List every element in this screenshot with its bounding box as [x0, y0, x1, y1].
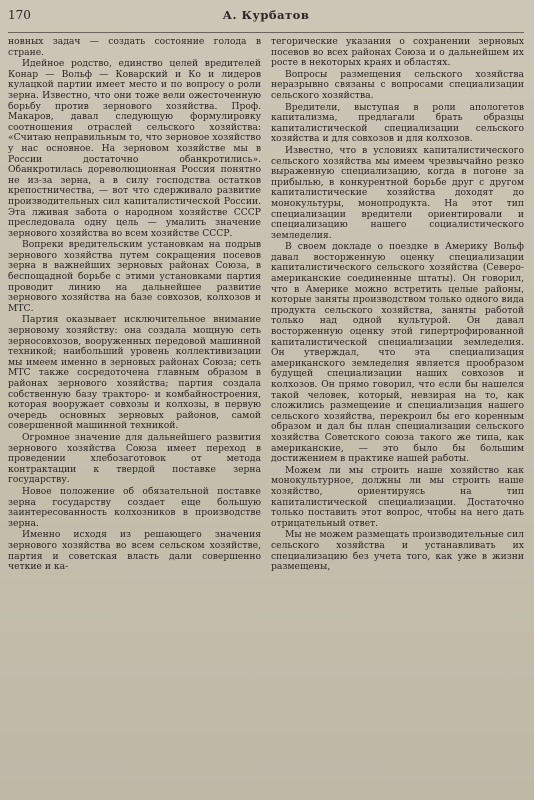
paragraph: Вопреки вредительским установкам на подрыв зернового хозяйства путем сокращения посевов зерна в важнейших зерновых районах Союза, в беспощадной борьбе с этими установками партия проводит линию на дальнейшее развитие зернового хозяйства на базе совхозов, колхозов и МТС. [8, 239, 261, 314]
paragraph: новных задач — создать состояние голода в стране. [8, 36, 261, 58]
paragraph: тегорические указания о сохранении зерновых посевов во всех районах Союза и о дальнейшем их росте в некоторых краях и областях. [271, 36, 524, 69]
page-number: 170 [8, 8, 31, 22]
right-column [271, 37, 524, 573]
paragraph: Идейное родство, единство целей вредителей Конар — Вольф — Коварский и Ко и лидеров кулацкой партии имеет место и по вопросу о роли зерна. Известно, что они тоже вели ожесточенную борьбу против зернового хозяйства. Проф. Макаров, давал следующую формулировку соотношения отраслей сельского хозяйства: «Считаю неправильным то, что зерновое хозяйство у нас основное. На зерновом хозяйстве мы в России достаточно обанкротились». Обанкротилась дореволюционная Россия понятно не из-за зерна, а в силу господства остатков крепостничества, — вот что сдерживало развитие производительных сил капиталистической России. Эта лживая забота о народном хозяйстве СССР преследовала одну цель — умалить значение зернового хозяйства во всем хозяйстве СССР. [8, 58, 261, 239]
paragraph: Именно исходя из решающего значения зернового хозяйства во всем сельском хозяйстве, партия и советская власть дали совершенно четкие и ка- [8, 529, 261, 573]
paragraph: Новое положение об обязательной поставке зерна государству создает еще большую заинтересованность колхозников в производстве зерна. [8, 485, 261, 529]
paragraph: Партия оказывает исключительное внимание зерновому хозяйству: она создала мощную сеть зерносовхозов, вооруженных передовой машинной техникой; наибольший уровень коллективизации мы имеем именно в зерновых районах Союза; сеть МТС также сосредоточена главным образом в районах зернового хозяйства; партия создала собственную базу тракторо- и комбайностроения, которая вооружает совхозы и колхозы, в первую очередь основных зерновых районов, самой совершенной машинной техникой. [8, 314, 261, 432]
running-head-author: А. Курбатов [222, 8, 310, 22]
paragraph: Известно, что в условиях капиталистического сельского хозяйства мы имеем чрезвычайно резко выраженную специализацию, когда в погоне за прибылью, в конкурентной борьбе друг с другом капиталистические хозяйства доходят до монокультуры, монопродукта. На этот тип специализации вредители ориентировали и специализацию нашего социалистического земледелия. [271, 144, 524, 241]
paragraph: Вопросы размещения сельского хозяйства неразрывно связаны с вопросами специализации сельского хозяйства. [271, 68, 524, 101]
paragraph: В своем докладе о поездке в Америку Вольф давал восторженную оценку специализации капиталистического сельского хозяйства (Северо-американские соединенные штаты). Он говорил, что в Америке можно встретить целые районы, которые заняты производством только одного вида продукта сельского хозяйства, заняты работой только над одной культурой. Он давал восторженную оценку этой гипертрофированной капиталистической специализации земледелия. Он утверждал, что эта специализация американского земледелия является прообразом будущей специализации наших совхозов и колхозов. Он прямо говорил, что если бы нашелся такой человек, который, невзирая на то, как сложились размещение и специализация нашего сельского хозяйства, перекроил бы его коренным образом и дал бы план специализации сельского хозяйства Советского союза такого же типа, как американские, — это было бы большим достижением в практике нашей работы. [271, 241, 524, 465]
paragraph: Можем ли мы строить наше хозяйство как монокультурное, должны ли мы строить наше хозяйство, ориентируясь на тип капиталистической специализации. Достаточно только поставить этот вопрос, чтобы на него дать отрицательный ответ. [271, 464, 524, 529]
text-columns [8, 37, 524, 573]
paragraph: Мы не можем размещать производительные сил сельского хозяйства и устанавливать их специализацию без учета того, как уже в жизни размещены, [271, 529, 524, 573]
paragraph: Вредители, выступая в роли апологетов капитализма, предлагали брать образцы капиталистической специализации сельского хозяйства и для совхозов и для колхозов. [271, 101, 524, 145]
page-header [8, 8, 524, 33]
left-column [8, 37, 261, 573]
paragraph: Огромное значение для дальнейшего развития зернового хозяйства Союза имеет переход в проведении хлебозаготовок от метода контрактации к твердой поставке зерна государству. [8, 431, 261, 486]
